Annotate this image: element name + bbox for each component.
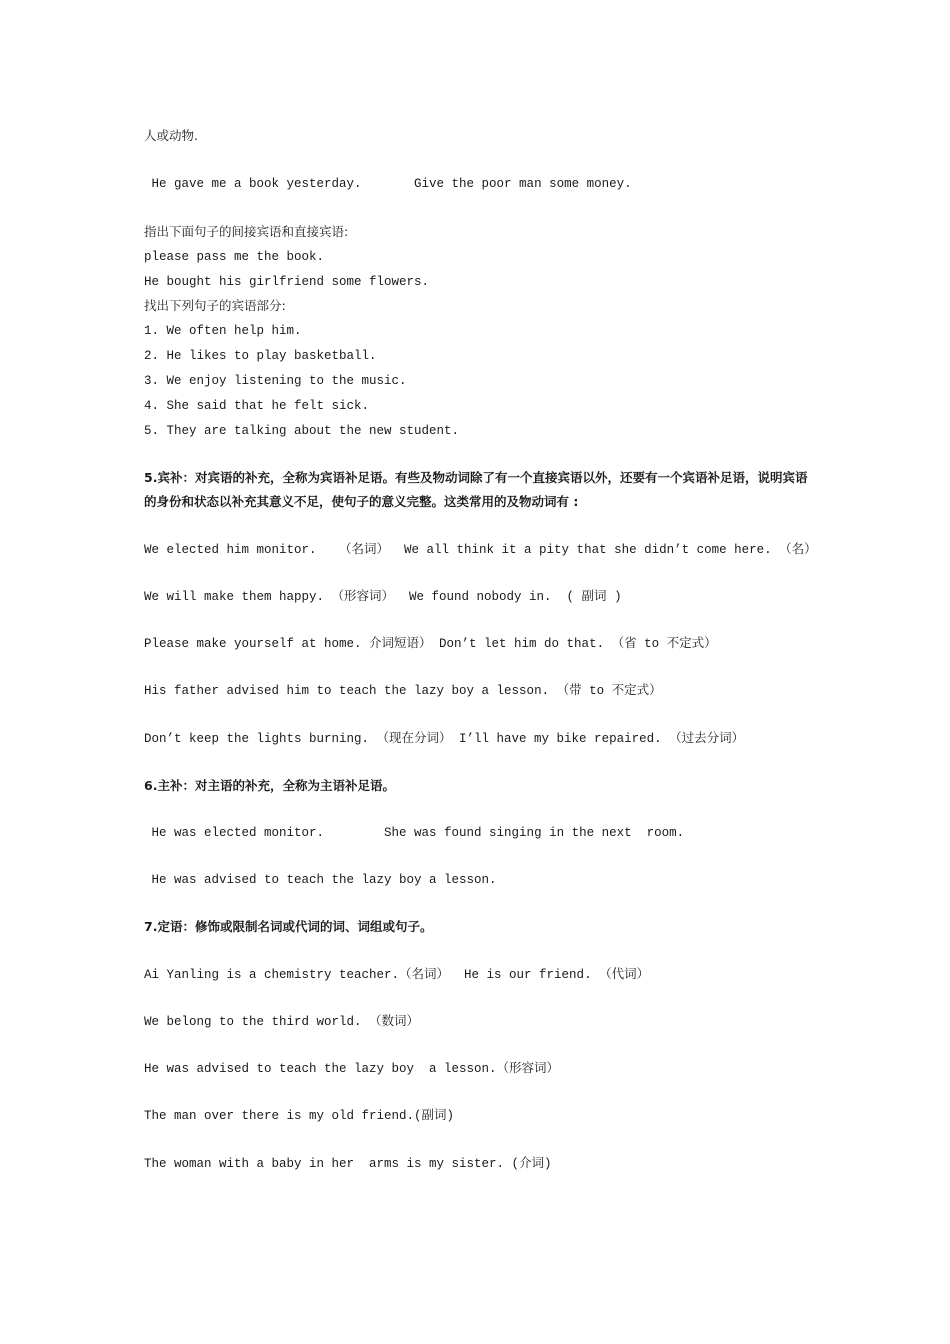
exercise-item: 1. We often help him. (144, 324, 302, 338)
example-indirect-object: He gave me a book yesterday. Give the poor man some money. (144, 177, 632, 191)
example-sentence: He was elected monitor. She was found singing in the next room. (144, 826, 685, 840)
exercise-sentence: please pass me the book. (144, 250, 325, 264)
example-sentence: We belong to the third world. （数词） (144, 1015, 420, 1029)
section-heading-subject-complement: 6.主补：对主语的补充，全称为主语补足语。 (144, 778, 395, 793)
example-sentence: His father advised him to teach the lazy boy a lesson. （带 to 不定式） (144, 684, 662, 698)
example-sentence: Please make yourself at home. 介词短语） Don’t let him do that. （省 to 不定式） (144, 637, 717, 651)
exercise-item: 2. He likes to play basketball. (144, 349, 377, 363)
example-sentence: The man over there is my old friend.(副词) (144, 1109, 455, 1123)
exercise-sentence: He bought his girlfriend some flowers. (144, 275, 430, 289)
text-line-continuation: 人或动物. (144, 128, 198, 143)
exercise-instruction-1: 指出下面句子的间接宾语和直接宾语: (144, 224, 349, 239)
example-sentence: The woman with a baby in her arms is my sister. (介词) (144, 1157, 552, 1171)
example-sentence: We will make them happy. （形容词） We found nobody in. ( 副词 ) (144, 590, 622, 604)
example-sentence: We elected him monitor. （名词） We all think it a pity that she didn’t come here. （名） (144, 543, 817, 557)
example-sentence: He was advised to teach the lazy boy a lesson. (144, 873, 497, 887)
exercise-item: 3. We enjoy listening to the music. (144, 374, 407, 388)
section-heading-attribute: 7.定语：修饰或限制名词或代词的词、词组或句子。 (144, 919, 433, 934)
example-sentence: Ai Yanling is a chemistry teacher.（名词） He is our friend. （代词） (144, 968, 650, 982)
exercise-item: 4. She said that he felt sick. (144, 399, 370, 413)
exercise-instruction-2: 找出下列句子的宾语部分: (144, 298, 286, 313)
example-sentence: Don’t keep the lights burning. （现在分词） I’ll have my bike repaired. （过去分词） (144, 732, 745, 746)
section-heading-object-complement: 5.宾补：对宾语的补充，全称为宾语补足语。有些及物动词除了有一个直接宾语以外，还要有一个宾语补足语，说明宾语的身份和状态以补充其意义不足，使句子的意义完整。这类常用的及物动词有 : (144, 470, 808, 509)
example-sentence: He was advised to teach the lazy boy a lesson.（形容词） (144, 1062, 560, 1076)
exercise-item: 5. They are talking about the new student. (144, 424, 460, 438)
